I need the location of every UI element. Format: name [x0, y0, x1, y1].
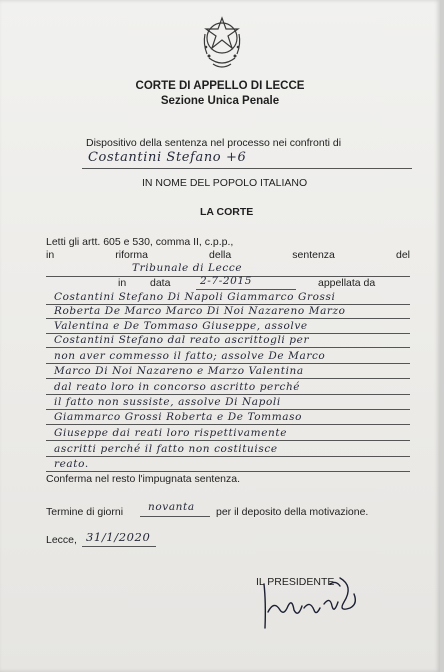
ruled-line: [46, 409, 410, 410]
handwritten-line: ascritti perché il fatto non costituisce: [54, 443, 278, 455]
president-signature: [258, 572, 368, 636]
termine-line: [140, 516, 210, 517]
riforma-word: in: [46, 249, 55, 261]
handwritten-line: Roberta De Marco Marco Di Noi Nazareno Marzo: [54, 305, 346, 317]
data-handwritten: 2-7-2015: [200, 275, 252, 287]
ruled-line: [46, 440, 410, 441]
ruled-line: [46, 363, 410, 364]
ruled-line: [46, 304, 410, 305]
court-name: CORTE DI APPELLO DI LECCE: [135, 80, 305, 92]
la-corte-heading: LA CORTE: [200, 206, 254, 218]
riforma-word: riforma: [115, 249, 148, 261]
riforma-word: sentenza: [292, 249, 335, 261]
appellata-da: appellata da: [318, 277, 376, 289]
defendant-line: [82, 168, 412, 169]
ruled-line: [46, 347, 410, 348]
handwritten-line: Giammarco Grossi Roberta e De Tommaso: [54, 411, 303, 423]
section-name: Sezione Unica Penale: [160, 95, 280, 107]
ruled-line: [46, 318, 410, 319]
ruled-line: [46, 456, 410, 457]
ruled-line: [46, 424, 410, 425]
ruled-line: [46, 333, 410, 334]
date-line: [82, 546, 156, 547]
letti-text: Letti gli artt. 605 e 530, comma II, c.p.p.,: [46, 236, 234, 248]
handwritten-line: Giuseppe dai reati loro rispettivamente: [54, 427, 288, 439]
presidente-title: IL PRESIDENTE: [256, 576, 335, 588]
date-handwritten: 31/1/2020: [86, 530, 151, 544]
defendant-handwritten: Costantini Stefano +6: [88, 150, 247, 165]
in-nome-heading: IN NOME DEL POPOLO ITALIANO: [142, 177, 308, 189]
data-label: data: [150, 277, 171, 289]
data-line: [196, 289, 296, 290]
in-label: in: [118, 277, 127, 289]
handwritten-line: dal reato loro in concorso ascritto perché: [54, 381, 301, 393]
handwritten-line: Costantini Stefano dal reato ascrittogli per: [54, 334, 310, 346]
ruled-line: [46, 471, 410, 472]
place-label: Lecce,: [46, 534, 77, 546]
dispositivo-text: Dispositivo della sentenza nel processo nei confronti di: [86, 137, 342, 149]
tribunale-handwritten: Tribunale di Lecce: [132, 262, 243, 274]
termine-prefix: Termine di giorni: [46, 506, 124, 518]
handwritten-line: reato.: [54, 458, 89, 470]
ruled-line: [46, 378, 410, 379]
handwritten-line: il fatto non sussiste, assolve Di Napoli: [54, 396, 281, 408]
riforma-row: [46, 249, 410, 261]
termine-suffix: per il deposito della motivazione.: [216, 506, 369, 518]
italian-republic-emblem: [199, 14, 245, 78]
termine-days-handwritten: novanta: [148, 501, 195, 513]
riforma-word: della: [209, 249, 232, 261]
handwritten-line: Valentina e De Tommaso Giuseppe, assolve: [54, 320, 308, 332]
handwritten-line: non aver commesso il fatto; assolve De Marco: [54, 350, 326, 362]
handwritten-line: Marco Di Noi Nazareno e Marzo Valentina: [54, 365, 304, 377]
ruled-line: [46, 394, 410, 395]
conferma-text: Conferma nel resto l'impugnata sentenza.: [46, 473, 241, 485]
handwritten-line: Costantini Stefano Di Napoli Giammarco Grossi: [54, 291, 336, 303]
riforma-word: del: [395, 249, 410, 261]
